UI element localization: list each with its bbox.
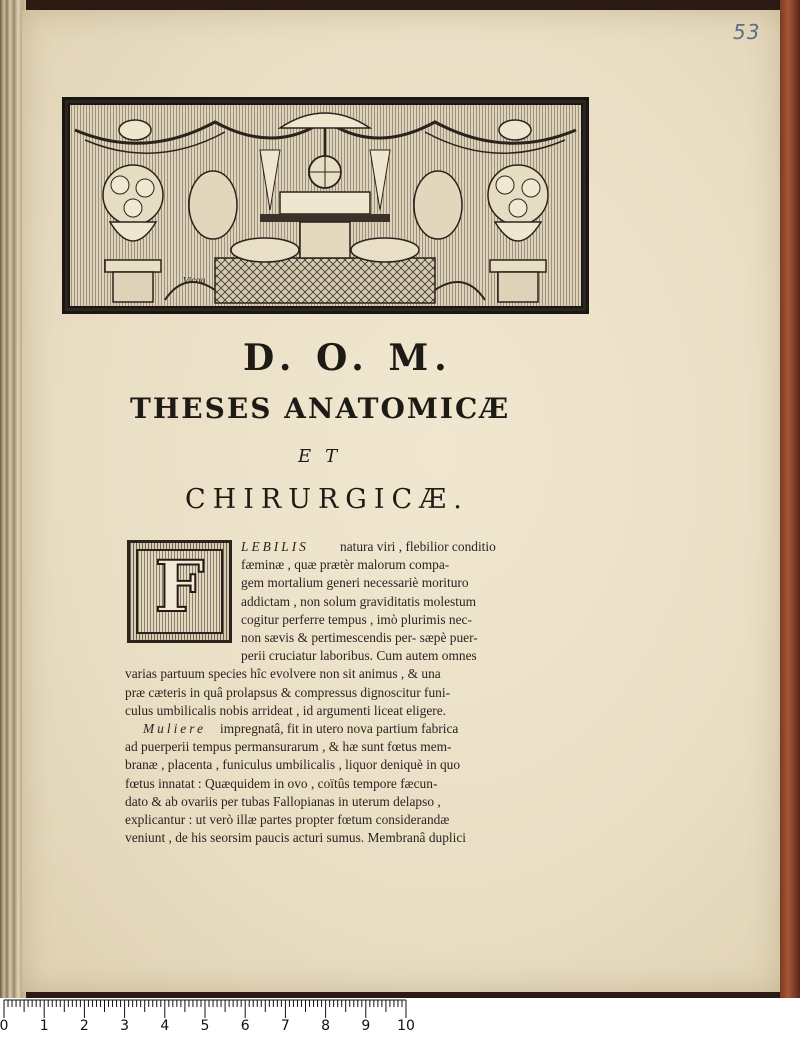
- ruler-label: 9: [361, 1018, 371, 1034]
- title-et: ET: [298, 446, 352, 467]
- engraved-headpiece: [62, 97, 589, 314]
- text-line: veniunt , de his seorsim paucis acturi sumus. Membranâ duplici: [125, 830, 467, 846]
- text-line: dato & ab ovariis per tubas Fallopianas in uterum delapso ,: [125, 793, 441, 809]
- ruler-ticks: [0, 998, 800, 1020]
- title-chirurgicae: CHIRURGICÆ.: [185, 484, 469, 515]
- ruler-label: 8: [321, 1018, 331, 1034]
- ruler-label: 2: [79, 1018, 89, 1034]
- text-line: non sævis & pertimescendis per- sæpè puer-: [241, 630, 478, 645]
- text-line: natura viri , flebilior conditio: [340, 539, 496, 554]
- text-line: varias partuum species hîc evolvere non sit animus , & una: [125, 666, 441, 682]
- text-line: explicantur : ut verò illæ partes propter fœtum considerandæ: [125, 812, 450, 827]
- text-line: gem mortalium generi necessariè moriturо: [241, 575, 469, 591]
- title-dom: D. O. M.: [243, 337, 453, 379]
- measurement-ruler: [0, 998, 800, 1040]
- title-theses: THESES ANATOMICÆ: [130, 392, 511, 425]
- text-line: branæ , placenta , funiculus umbilicalis , liquor deniquè in quo: [125, 757, 461, 773]
- ruler-label: 7: [280, 1018, 290, 1034]
- text-line: Muliere: [143, 721, 206, 736]
- text-line: impregnatâ, fit in utero nova partium fabrica: [220, 721, 459, 736]
- ruler-label: 1: [39, 1018, 49, 1034]
- ruler-label: 10: [397, 1018, 415, 1034]
- text-line: ad puerperii tempus permansurarum , & hæ sunt fœtus mem-: [125, 739, 452, 755]
- text-line: culus umbilicalis nobis arrideat , id argumenti liceat eligere.: [125, 702, 447, 718]
- ruler-label: 3: [120, 1018, 130, 1034]
- headpiece-ornament: [65, 100, 586, 311]
- page-number: 53: [733, 20, 761, 44]
- ruler-label: 6: [240, 1018, 250, 1034]
- ruler-label: 0: [0, 1018, 9, 1034]
- text-line: præ cæteris in quâ prolapsus & compressus dignoscitur funi-: [125, 684, 451, 700]
- text-line: addictam , non solum graviditatis molestum: [241, 593, 477, 609]
- text-line: fæminæ , quæ prætèr malorum compa-: [241, 557, 450, 573]
- drop-cap-ornament: [127, 540, 232, 643]
- text-line: fœtus innatat : Quæquidem in ovo , coïtûs tempore fæcun-: [125, 775, 438, 791]
- drop-cap-letter: F: [154, 545, 205, 628]
- text-line: LEBILIS: [241, 539, 309, 554]
- text-line: perii cruciatur laboribus. Cum autem omnes: [241, 648, 477, 664]
- engraver-signature: Vicou: [183, 276, 206, 285]
- ruler-label: 5: [200, 1018, 210, 1034]
- ruler-label: 4: [160, 1018, 170, 1034]
- book-cover-edge: [780, 0, 800, 998]
- text-line: cogitur perferre tempus , imò plurimis nec-: [241, 611, 472, 627]
